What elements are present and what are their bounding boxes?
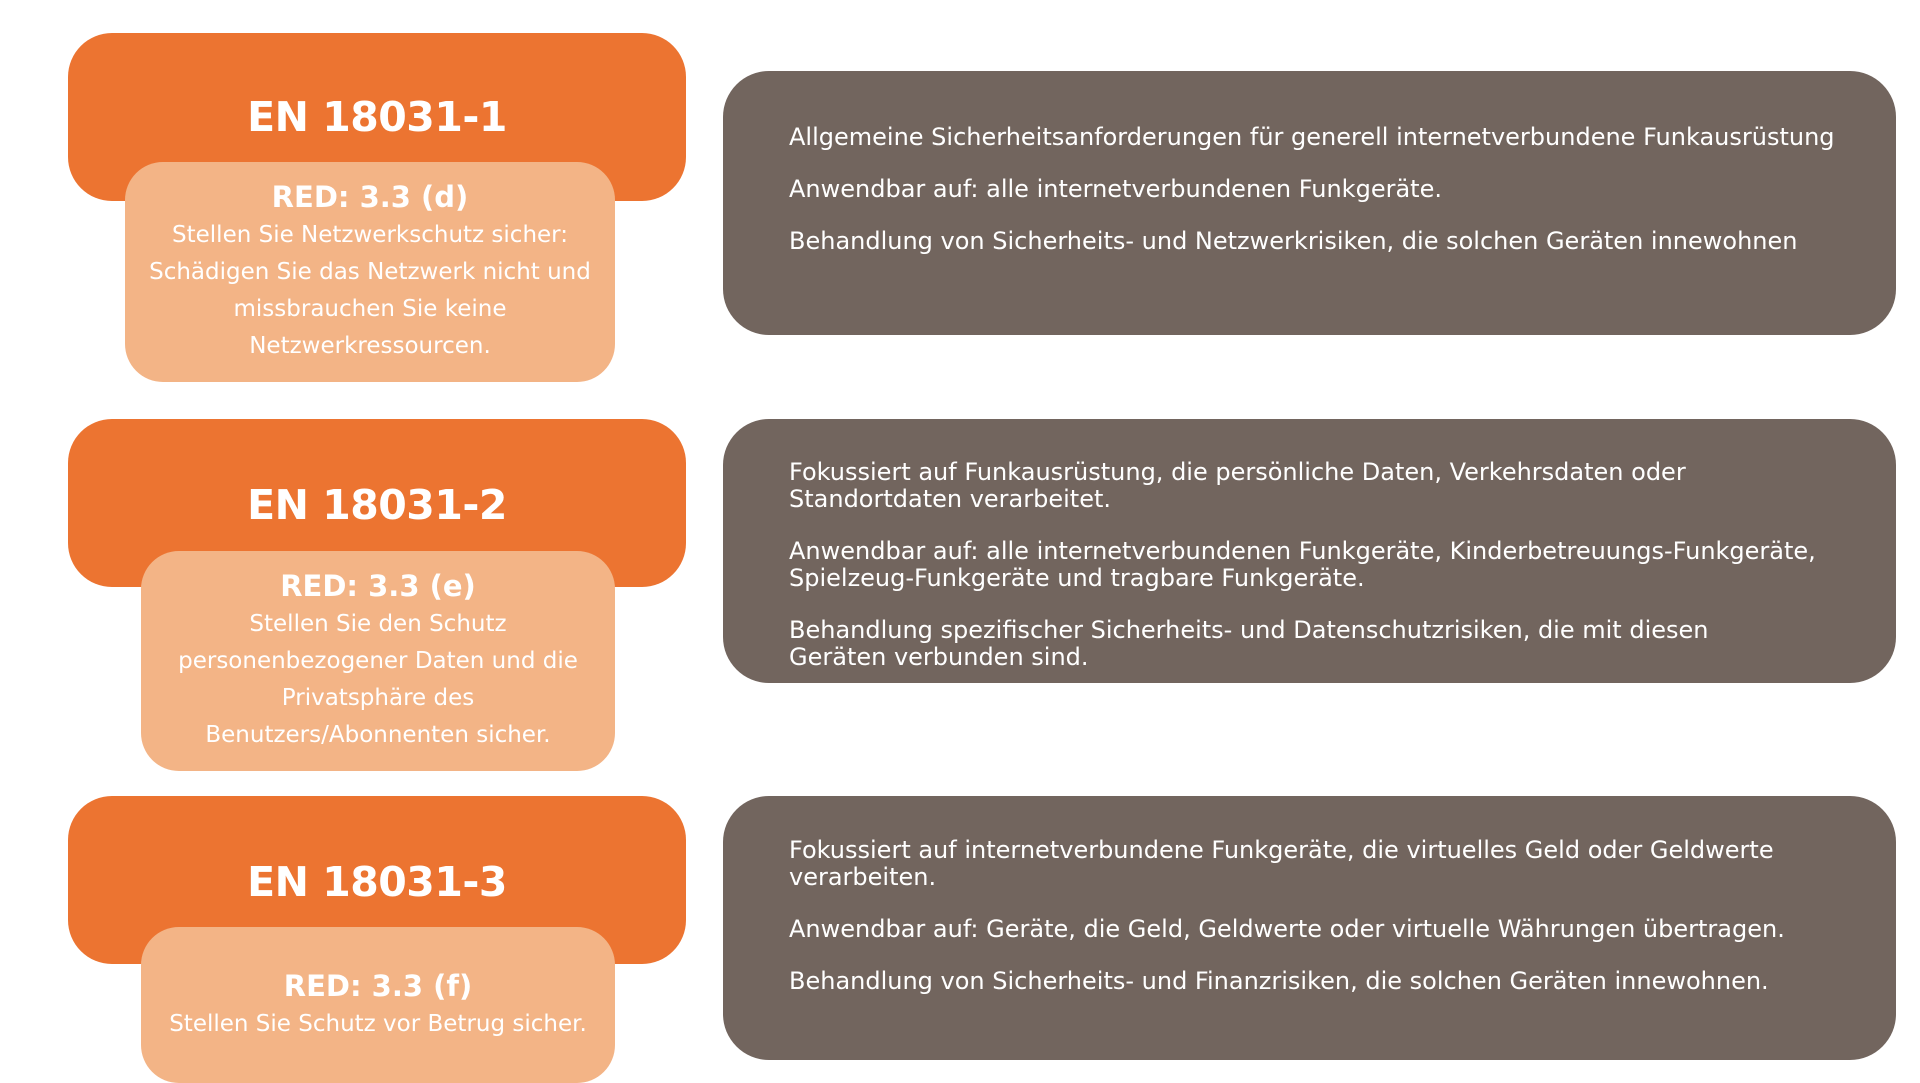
red-description-1: Stellen Sie Netzwerkschutz sicher: Schädigen Sie das Netzwerk nicht und missbrauchen Sie keine Netzwerkressourcen. [149, 222, 591, 359]
info-risks-3: Behandlung von Sicherheits- und Finanzrisiken, die solchen Geräten innewohnen. [789, 967, 1769, 995]
info-risks-2: Behandlung spezifischer Sicherheits- und Datenschutzrisiken, die mit diesen Geräten verbunden sind. [789, 616, 1709, 671]
info-box-1 [723, 71, 1896, 335]
info-summary-2: Fokussiert auf Funkausrüstung, die persönliche Daten, Verkehrsdaten oder Standortdaten verarbeitet. [789, 458, 1686, 513]
info-applicability-2: Anwendbar auf: alle internetverbundenen Funkgeräte, Kinderbetreuungs-Funkgeräte, Spielzeug-Funkgeräte und tragbare Funkgeräte. [789, 537, 1816, 592]
standard-title-2: EN 18031-2 [247, 481, 507, 529]
red-description-2: Stellen Sie den Schutz personenbezogener Daten und die Privatsphäre des Benutzers/Abonnenten sicher. [178, 611, 578, 748]
info-applicability-1: Anwendbar auf: alle internetverbundenen Funkgeräte. [789, 175, 1442, 203]
red-code-2: RED: 3.3 (e) [280, 569, 476, 603]
info-box-3 [723, 796, 1896, 1060]
info-risks-1: Behandlung von Sicherheits- und Netzwerkrisiken, die solchen Geräten innewohnen [789, 227, 1798, 255]
info-summary-1: Allgemeine Sicherheitsanforderungen für generell internetverbundene Funkausrüstung [789, 123, 1835, 151]
info-summary-3: Fokussiert auf internetverbundene Funkgeräte, die virtuelles Geld oder Geldwerte verarbeiten. [789, 836, 1774, 891]
standard-title-3: EN 18031-3 [247, 858, 507, 906]
info-applicability-3: Anwendbar auf: Geräte, die Geld, Geldwerte oder virtuelle Währungen übertragen. [789, 915, 1785, 943]
red-code-1: RED: 3.3 (d) [271, 180, 469, 214]
red-requirement-box-2 [141, 551, 615, 771]
info-box-2 [723, 419, 1896, 683]
red-description-3: Stellen Sie Schutz vor Betrug sicher. [169, 1010, 587, 1037]
red-requirement-box-3 [141, 927, 615, 1083]
standard-title-1: EN 18031-1 [247, 93, 507, 141]
red-code-3: RED: 3.3 (f) [283, 968, 473, 1003]
red-requirement-box-1 [125, 162, 615, 382]
